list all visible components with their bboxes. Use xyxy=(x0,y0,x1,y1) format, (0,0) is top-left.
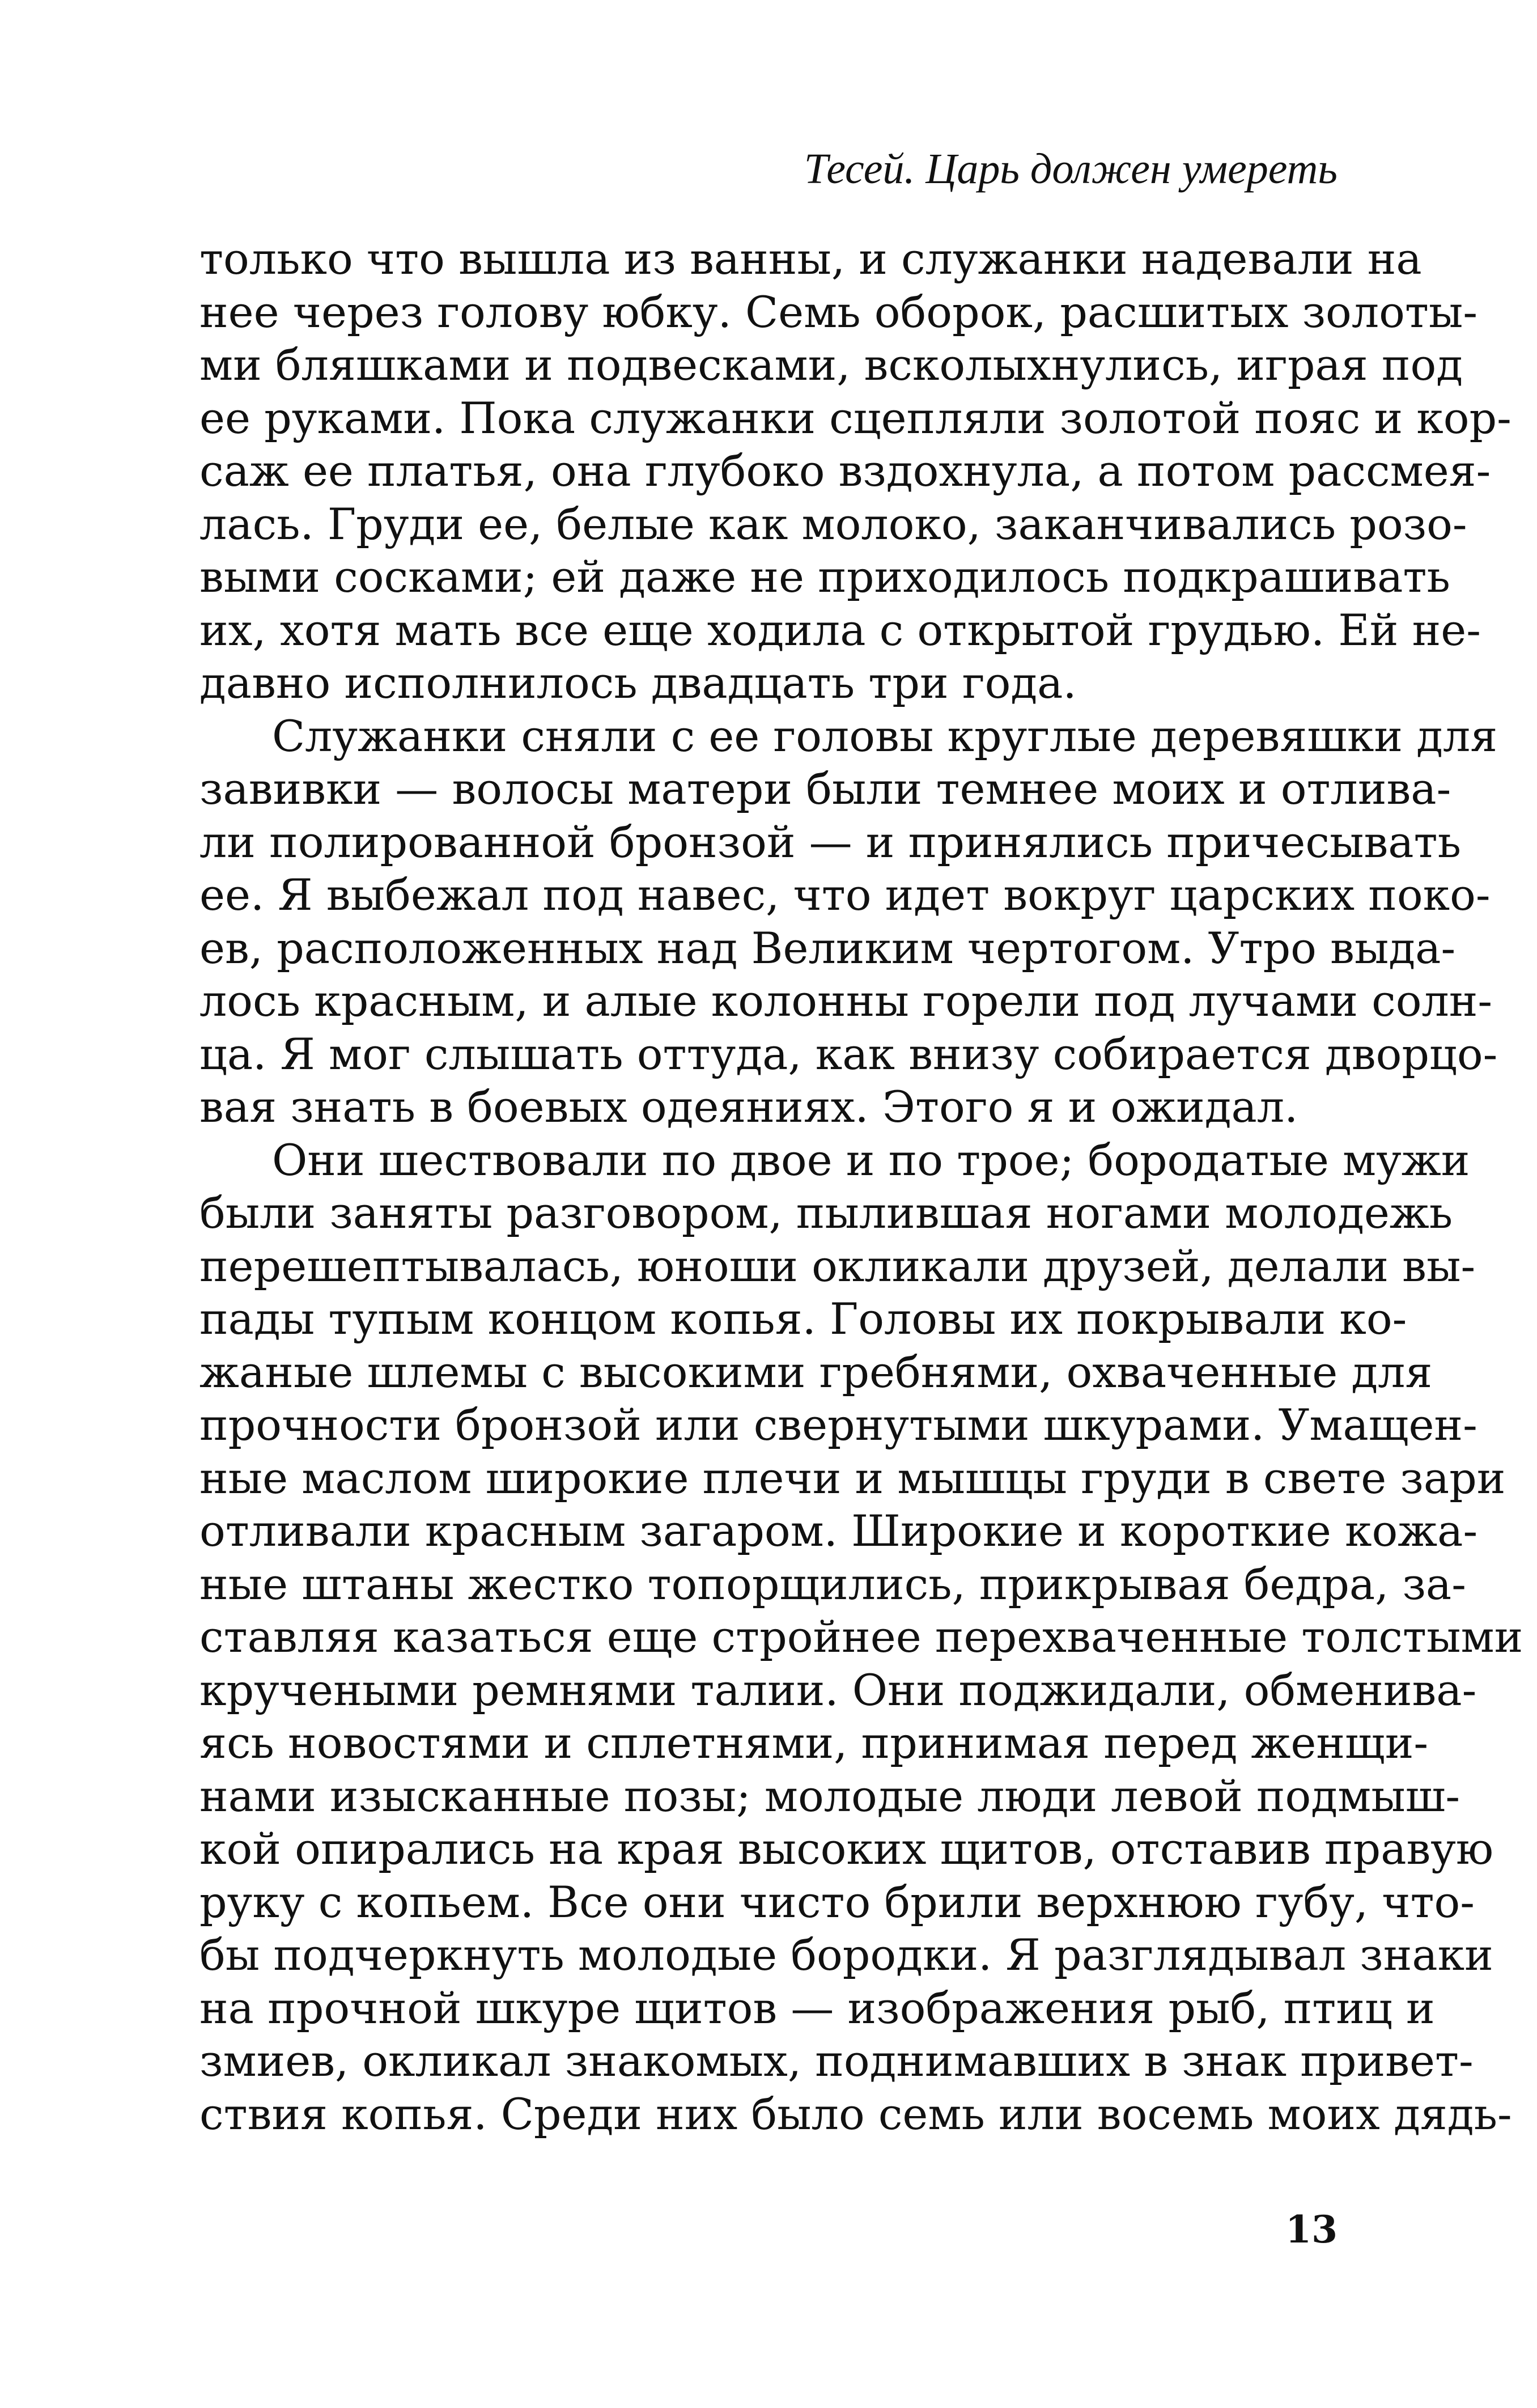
text-line: вая знать в боевых одеяниях. Этого я и ожидал. xyxy=(199,1082,1298,1132)
text-line: ствия копья. Среди них было семь или восемь моих дядь- xyxy=(199,2088,1512,2139)
text-line: ставляя казаться еще стройнее перехваченные толстыми xyxy=(199,1612,1523,1662)
text-line: кручеными ремнями талии. Они поджидали, обменива- xyxy=(199,1664,1477,1715)
text-line: выми сосками; ей даже не приходилось подкрашивать xyxy=(199,552,1450,602)
text-line: ми бляшками и подвесками, всколыхнулись, играя под xyxy=(199,340,1463,390)
text-line: лась. Груди ее, белые как молоко, заканчивались розо- xyxy=(199,498,1467,549)
text-line: саж ее платья, она глубоко вздохнула, а потом рассмея- xyxy=(199,446,1491,496)
text-line: руку с копьем. Все они чисто брили верхнюю губу, что- xyxy=(199,1876,1475,1927)
text-line: были заняты разговором, пылившая ногами молодежь xyxy=(199,1188,1453,1238)
text-line: змиев, окликал знакомых, поднимавших в знак привет- xyxy=(199,2036,1474,2086)
text-line: ее руками. Пока служанки сцепляли золотой пояс и кор- xyxy=(199,392,1511,443)
text-line: прочности бронзой или свернутыми шкурами. Умащен- xyxy=(199,1400,1477,1450)
text-line: только что вышла из ванны, и служанки надевали на xyxy=(199,234,1422,284)
text-line: ясь новостями и сплетнями, принимая перед женщи- xyxy=(199,1718,1429,1768)
text-line: нее через голову юбку. Семь оборок, расшитых золоты- xyxy=(199,286,1478,337)
paragraph xyxy=(199,232,1511,710)
text-line: лось красным, и алые колонны горели под лучами солн- xyxy=(199,976,1493,1026)
text-line: на прочной шкуре щитов — изображения рыб, птиц и xyxy=(199,1982,1435,2033)
text-line: ев, расположенных над Великим чертогом. Утро выда- xyxy=(199,922,1456,973)
text-line: Служанки сняли с ее головы круглые деревяшки для xyxy=(272,710,1498,761)
text-line: пады тупым концом копья. Головы их покрывали ко- xyxy=(199,1294,1407,1344)
text-line: их, хотя мать все еще ходила с открытой грудью. Ей не- xyxy=(199,604,1481,655)
page-number: 13 xyxy=(1285,2207,1338,2252)
text-line: ные маслом широкие плечи и мышцы груди в свете зари xyxy=(199,1452,1506,1503)
text-line: жаные шлемы с высокими гребнями, охваченные для xyxy=(199,1346,1433,1397)
paragraph xyxy=(199,1134,1523,2141)
text-line: давно исполнилось двадцать три года. xyxy=(199,658,1077,708)
text-line: бы подчеркнуть молодые бородки. Я разглядывал знаки xyxy=(199,1930,1493,1980)
running-head: Тесей. Царь должен умереть xyxy=(804,145,1338,193)
text-line: отливали красным загаром. Широкие и короткие кожа- xyxy=(199,1506,1478,1556)
body-text xyxy=(199,232,1523,2140)
text-line: ли полированной бронзой — и принялись причесывать xyxy=(199,816,1461,867)
text-line: ее. Я выбежал под навес, что идет вокруг царских поко- xyxy=(199,870,1491,920)
paragraph xyxy=(199,710,1498,1134)
text-line: перешептывалась, юноши окликали друзей, делали вы- xyxy=(199,1240,1476,1291)
text-line: ца. Я мог слышать оттуда, как внизу собирается дворцо- xyxy=(199,1028,1498,1079)
text-line: ные штаны жестко топорщились, прикрывая бедра, за- xyxy=(199,1558,1466,1609)
text-line: кой опирались на края высоких щитов, отставив правую xyxy=(199,1824,1494,1874)
text-line: Они шествовали по двое и по трое; бородатые мужи xyxy=(272,1134,1470,1185)
text-line: завивки — волосы матери были темнее моих и отлива- xyxy=(199,764,1451,814)
text-line: нами изысканные позы; молодые люди левой подмыш- xyxy=(199,1770,1460,1821)
